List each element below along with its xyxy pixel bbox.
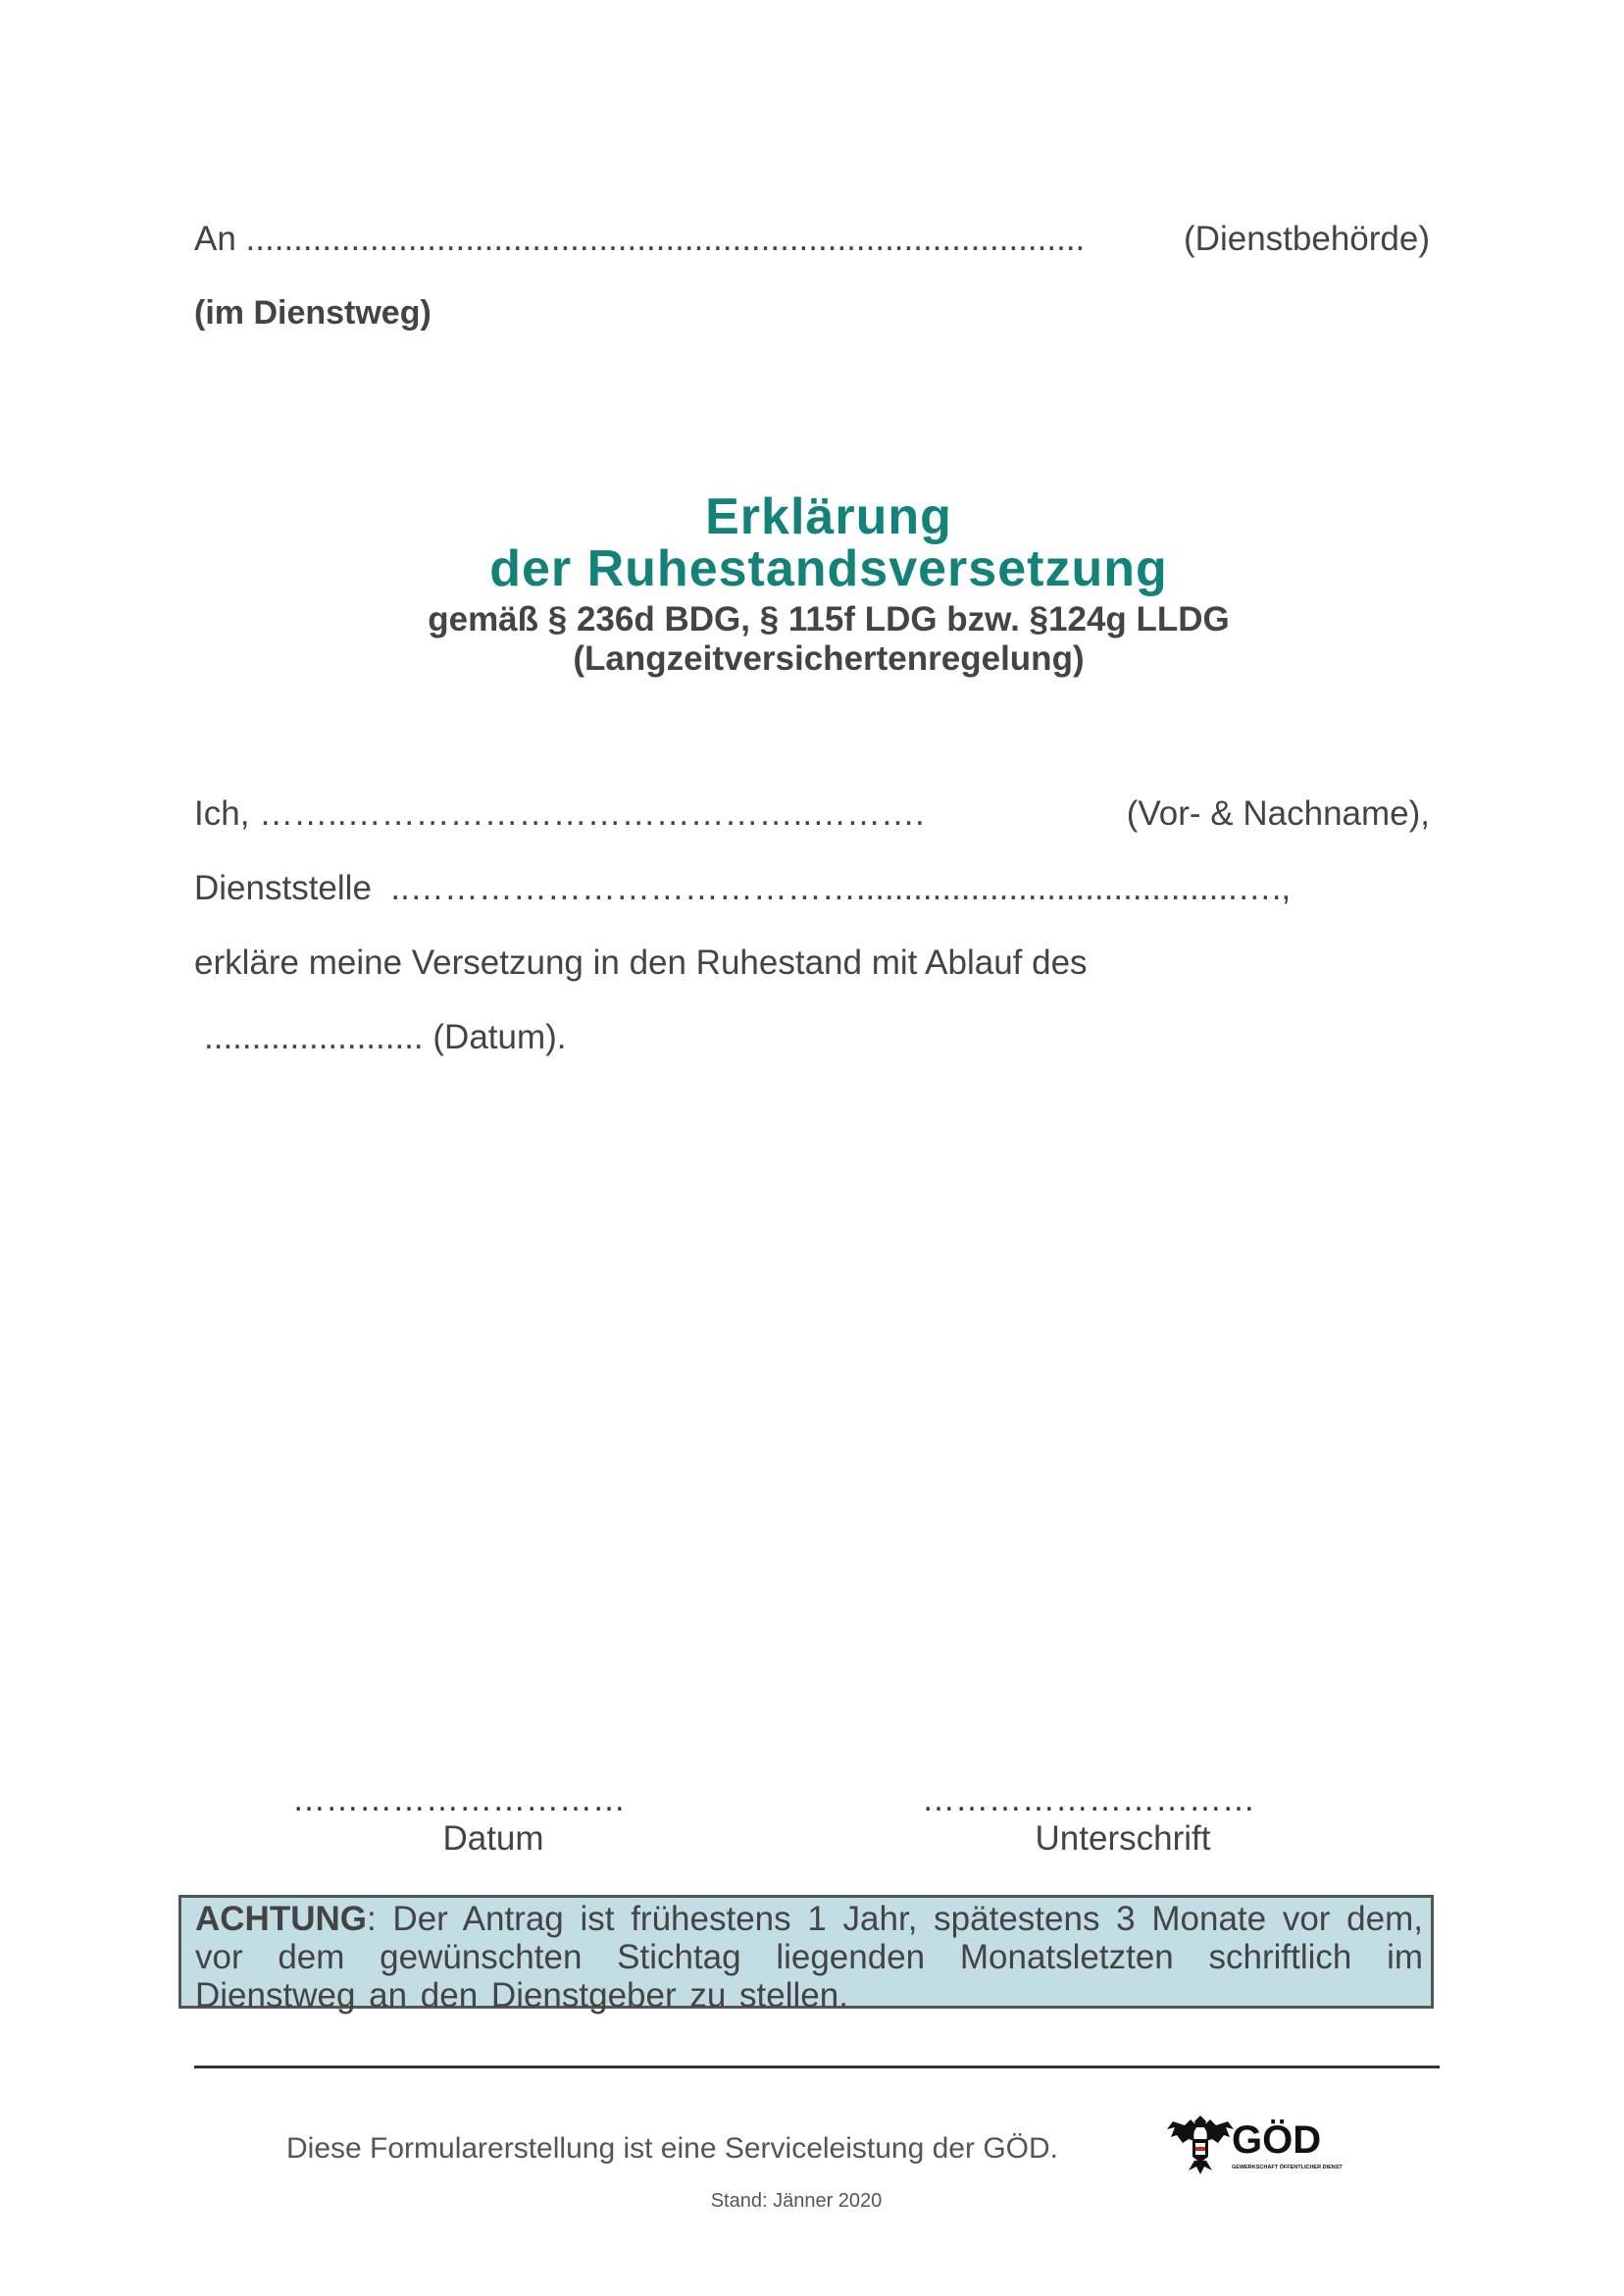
dienstbehoerde-label: (Dienstbehörde) — [1184, 220, 1430, 258]
goed-logo — [1165, 2114, 1347, 2178]
name-dots[interactable]: ……..…………………………………..………. — [259, 794, 925, 833]
dienststelle-line — [194, 869, 1430, 908]
title-line-1: Erklärung — [705, 488, 952, 545]
signature-sign-dots[interactable]: ………………………… — [922, 1781, 1255, 1818]
date-line — [204, 1018, 567, 1057]
declaration-text: erkläre meine Versetzung in den Ruhestand mit Ablauf des — [194, 944, 1088, 982]
subtitle-regulation: (Langzeitversichertenregelung) — [573, 639, 1085, 678]
footer-divider — [194, 2066, 1440, 2068]
revision-date: Stand: Jänner 2020 — [710, 2190, 883, 2212]
signature-sign-label: Unterschrift — [1035, 1819, 1211, 1858]
title-line-2: der Ruhestandsversetzung — [489, 540, 1168, 597]
notice-box — [178, 1895, 1434, 2015]
logo-subtext: GEWERKSCHAFT ÖFFENTLICHER DIENST — [1232, 2165, 1343, 2170]
signature-date-dots[interactable]: ………………………… — [292, 1781, 626, 1818]
signature-date-label: Datum — [442, 1819, 544, 1858]
notice-text: : Der Antrag ist frühestens 1 Jahr, spätestens 3 Monate vor dem, vor dem gewünschten Stichtag liegenden Monatsletzten schriftlich im Dienstweg an den Dienstgeber zu stellen. — [195, 1900, 1423, 2015]
recipient-dots[interactable]: ........................................................................................ — [245, 220, 1086, 258]
service-note: Diese Formularerstellung ist eine Serviceleistung der GÖD. — [286, 2132, 1058, 2165]
subtitle-legal-basis: gemäß § 236d BDG, § 115f LDG bzw. §124g LLDG — [428, 600, 1230, 638]
date-hint: (Datum). — [432, 1018, 567, 1056]
dienststelle-label: Dienststelle — [194, 869, 372, 907]
recipient-line — [194, 220, 1430, 259]
notice-label: ACHTUNG — [195, 1900, 367, 1938]
logo-text: GÖD — [1232, 2118, 1322, 2162]
ich-label: Ich, — [194, 794, 250, 833]
name-hint: (Vor- & Nachname), — [1126, 794, 1430, 833]
name-line — [194, 794, 1430, 834]
an-label: An ........................................................................................ — [194, 220, 1086, 258]
im-dienstweg-label: (im Dienstweg) — [194, 294, 431, 332]
eagle-icon — [1165, 2114, 1347, 2178]
dienststelle-dots[interactable]: ..…………………………………........................................…., — [390, 869, 1292, 907]
date-dots[interactable]: ....................... — [204, 1018, 424, 1056]
